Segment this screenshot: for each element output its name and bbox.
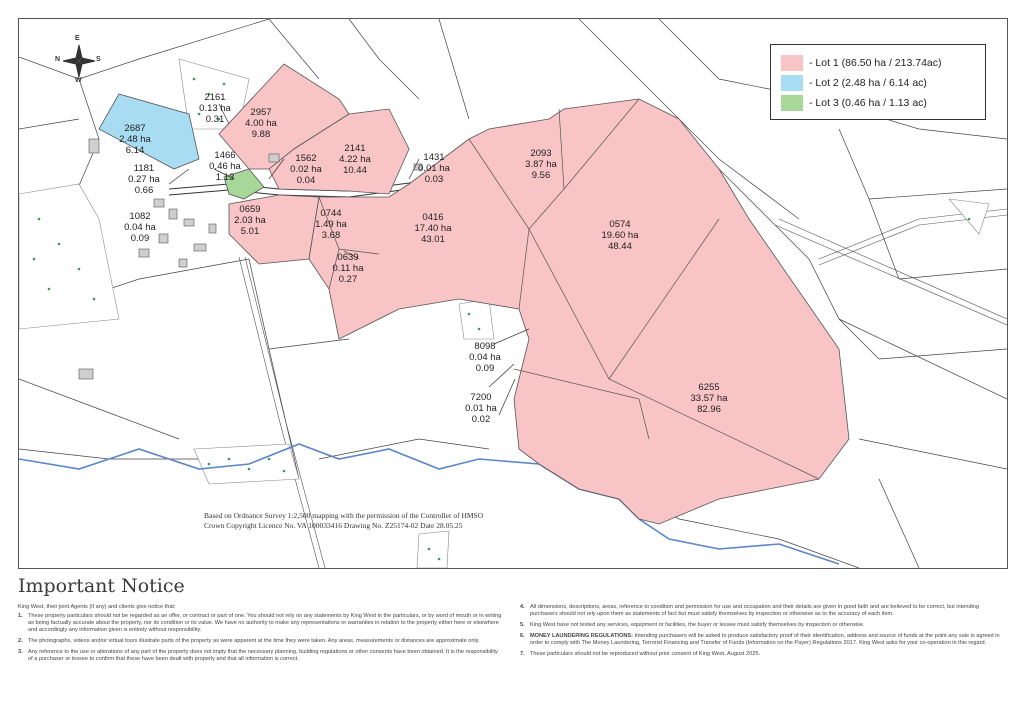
legend-label: - Lot 3 (0.46 ha / 1.13 ac) xyxy=(809,97,927,109)
parcel-label: 2957 4.00 ha 9.88 xyxy=(245,107,277,140)
legend-swatch xyxy=(781,55,803,71)
compass-north: E xyxy=(75,35,80,42)
legend-swatch xyxy=(781,95,803,111)
notice-item: 4. All dimensions, descriptions, areas, reference to condition and permission for use and occupation and their details are given in good faith and are believed to be correct, but intending purchasers should not rely upon them as statements of fact but must satisfy themselves by inspection or otherwise as to the accuracy of each item. xyxy=(520,604,980,617)
notice-item: 7. These particulars should not be reproduced without prior consent of King West, August 2025. xyxy=(520,651,760,657)
map-legend xyxy=(770,44,986,120)
parcel-label: 6255 33.57 ha 82.96 xyxy=(690,382,728,415)
notice-title: Important Notice xyxy=(18,575,185,597)
notice-item: 5. King West have not tested any services, equipment or facilities, the buyer or lessee must satisfy themselves by inspection or otherwise. xyxy=(520,622,865,628)
parcel-label: 1181 0.27 ha 0.66 xyxy=(128,163,160,196)
legend-swatch xyxy=(781,75,803,91)
parcel-label: 1562 0.02 ha 0.04 xyxy=(290,153,322,186)
notice-intro: King West, their joint Agents (if any) and clients give notice that: xyxy=(18,604,176,610)
compass-west: N xyxy=(55,56,61,63)
lot-1-parcels[interactable] xyxy=(219,64,849,524)
os-note-line: Crown Copyright Licence No. VA 100033416 Drawing No. Z25174-02 Date 28.05.25 xyxy=(204,521,463,530)
legend-label: - Lot 1 (86.50 ha / 213.74ac) xyxy=(809,57,942,69)
parcel-label: 2161 0.13 ha 0.31 xyxy=(199,92,231,125)
site-plan-map[interactable] xyxy=(18,18,1008,569)
compass-rose-icon xyxy=(55,37,103,85)
parcel-label: 8098 0.04 ha 0.09 xyxy=(469,341,501,374)
parcel-label: 0659 2.03 ha 5.01 xyxy=(234,204,266,237)
notice-column-right xyxy=(520,604,1006,662)
legend-label: - Lot 2 (2.48 ha / 6.14 ac) xyxy=(809,77,927,89)
notice-column-left xyxy=(18,613,504,667)
parcel-label: 1082 0.04 ha 0.09 xyxy=(124,211,156,244)
parcel-label: 0574 19.60 ha 48.44 xyxy=(601,219,639,252)
notice-item: 1. These property particulars should not be regarded as an offer, or contract or part of one. You should not rely on any statements by King West in the particulars, or by word of mouth or in writing as being factually accurate about the property, nor its condition or its value. We have no authority to make any representations or warranties in relation to the property either here or elsewhere and accordingly any information given is entirely without responsibility. xyxy=(18,613,502,633)
parcel-label: 0639 0.11 ha 0.27 xyxy=(332,252,364,285)
compass-south: W xyxy=(75,77,82,84)
legend-item-lot-1 xyxy=(781,53,975,73)
parcel-label: 2141 4.22 ha 10.44 xyxy=(339,143,371,176)
legend-item-lot-3 xyxy=(781,93,975,113)
notice-item: 6. MONEY LAUNDERING REGULATIONS: Intending purchasers will be asked to produce satisfactory proof of their identification, address and source of funds at the point any sale is agreed in order to comply with The Money Laundering, Terrorist Financing and Transfer of Funds (Information on the Payer) Regulations 2017. King West asks for your co-operation in this regard. xyxy=(520,633,1000,646)
parcel-label: 2687 2.48 ha 6.14 xyxy=(119,123,151,156)
parcel-label: 2093 3.87 ha 9.56 xyxy=(525,148,557,181)
parcel-label: 1431 0.01 ha 0.03 xyxy=(418,152,450,185)
ordnance-survey-note xyxy=(204,511,483,531)
parcel-label: 0744 1.49 ha 3.68 xyxy=(315,208,347,241)
parcel-label: 1466 0.46 ha 1.13 xyxy=(209,150,241,183)
compass-east: S xyxy=(96,56,101,63)
os-note-line: Based on Ordnance Survey 1:2,500 mapping with the permission of the Controller of HMSO xyxy=(204,511,484,520)
notice-item: 2. The photographs, videos and/or virtual tours illustrate parts of the property as were apparent at the time they were taken. Any areas, measurements or distances are approximate only. xyxy=(18,638,480,644)
legend-item-lot-2 xyxy=(781,73,975,93)
notice-item: 3. Any reference to the use or alterations of any part of the property does not imply that the necessary planning, building regulations or other consents have been obtained. It is the responsibility of a purchaser or lessee to confirm that these have been dealt with properly and that all information is correct. xyxy=(18,649,498,662)
parcel-label: 7200 0.01 ha 0.02 xyxy=(465,392,497,425)
parcel-label: 0416 17.40 ha 43.01 xyxy=(414,212,452,245)
